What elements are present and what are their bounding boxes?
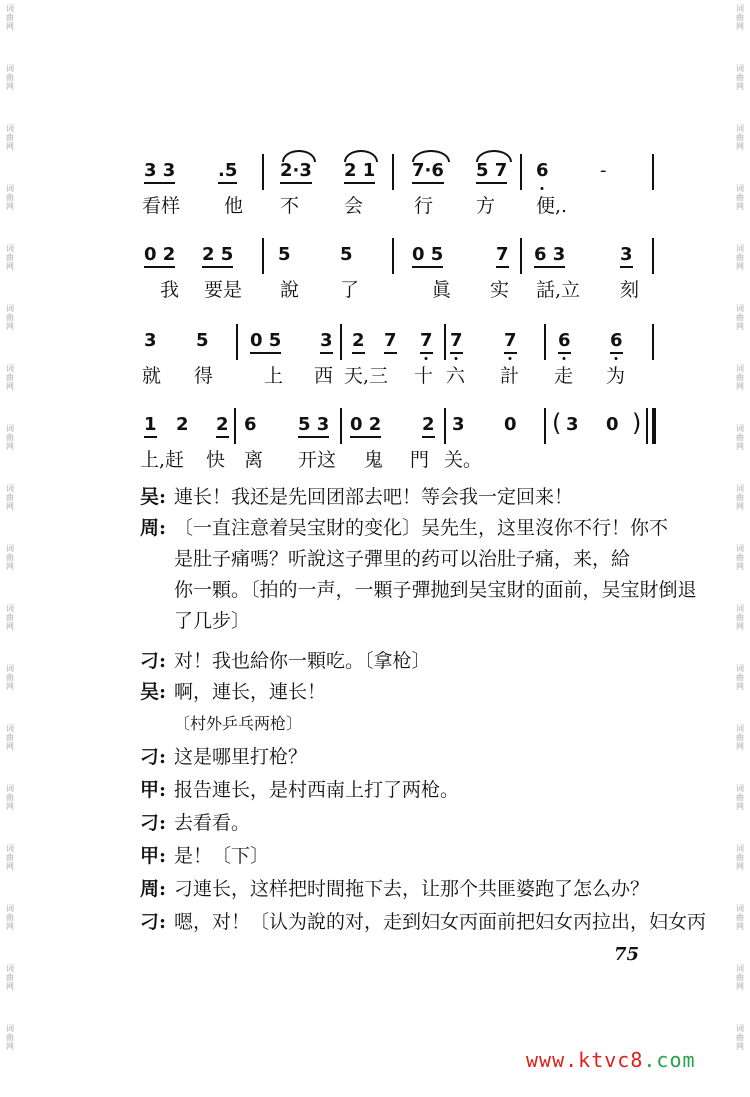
barline <box>262 238 264 274</box>
watermark-text: 词 曲 网 <box>736 1024 744 1051</box>
dialogue-text: 連长！我还是先回团部去吧！等会我一定回来！ <box>174 486 574 508</box>
note: 7 <box>496 244 509 268</box>
lyric: 关。 <box>444 449 483 471</box>
lyric: 离 <box>244 449 264 471</box>
note: 7 <box>450 330 463 354</box>
note: 3 <box>620 244 633 268</box>
barline <box>340 324 342 360</box>
lyric: 天,三 <box>344 365 389 387</box>
lyrics-row <box>140 448 660 478</box>
dialogue-line <box>140 874 649 904</box>
speaker: 甲: <box>140 779 167 801</box>
watermark-text: 词 曲 网 <box>6 424 14 451</box>
dialogue-text: 了几步〕 <box>174 610 251 632</box>
lyric: 西 <box>314 365 334 387</box>
lyric: 十 <box>414 365 434 387</box>
notes-row <box>140 409 660 444</box>
lyric: 看样 <box>142 195 181 217</box>
dialogue-text: 刁連长，这样把时間拖下去，让那个共匪婆跑了怎么办？ <box>174 878 650 900</box>
speaker: 刁: <box>140 746 167 768</box>
speaker: 吴: <box>140 681 167 703</box>
dialogue-line <box>140 513 668 543</box>
note: 0 <box>606 414 619 435</box>
score-line-3 <box>140 330 660 410</box>
lyric: 为 <box>606 365 626 387</box>
barline <box>652 324 654 360</box>
dialogue-text: 〔一直注意着吴宝財的变化〕吴先生，这里沒你不行！你不 <box>174 517 669 539</box>
watermark-column-right <box>732 0 748 1097</box>
site-suffix: .com <box>643 1048 696 1072</box>
watermark-text: 词 曲 网 <box>6 184 14 211</box>
lyric: 他 <box>224 195 244 217</box>
watermark-column-left <box>2 0 18 1097</box>
repeat-paren-close: ) <box>632 409 642 437</box>
watermark-text: 词 曲 网 <box>6 904 14 931</box>
watermark-text: 词 曲 网 <box>6 304 14 331</box>
note: .5 <box>218 160 237 184</box>
stage-direction: 〔村外乒乓两枪〕 <box>174 714 303 733</box>
dialogue-line <box>140 575 697 605</box>
watermark-text: 词 曲 网 <box>736 244 744 271</box>
final-barline <box>652 408 656 444</box>
site-name: ktvc8 <box>578 1048 644 1072</box>
watermark-text: 词 曲 网 <box>736 784 744 811</box>
dialogue-text: 是！〔下〕 <box>174 845 270 867</box>
score-line-2 <box>140 244 660 324</box>
barline <box>234 408 236 444</box>
dialogue-text: 对！我也給你一顆吃。〔拿枪〕 <box>174 650 431 672</box>
lyric: 門 <box>410 449 430 471</box>
speaker: 周: <box>140 517 167 539</box>
note: 2 5 <box>202 244 233 268</box>
note: 0 2 <box>350 414 381 438</box>
note: 6 <box>536 160 549 181</box>
page-number: 75 <box>614 944 640 965</box>
notes-row <box>140 330 660 360</box>
dialogue-text: 嗯，对！〔认为說的对，走到妇女丙面前把妇女丙拉出，妇女丙 <box>174 911 707 933</box>
dialogue-line <box>140 907 706 937</box>
note: 5 7 <box>476 160 507 184</box>
watermark-text: 词 曲 网 <box>6 1024 14 1051</box>
watermark-text: 词 曲 网 <box>736 544 744 571</box>
lyric: 快 <box>206 449 226 471</box>
barline <box>262 154 264 190</box>
lyric: 便,. <box>536 195 568 217</box>
lyric: 鬼 <box>364 449 384 471</box>
watermark-text: 词 曲 网 <box>6 124 14 151</box>
site-watermark[interactable] <box>526 1048 696 1072</box>
note: 5 3 <box>298 414 329 438</box>
dialogue-line <box>140 708 302 739</box>
lyric: 說 <box>280 279 300 301</box>
watermark-text: 词 曲 网 <box>6 484 14 511</box>
watermark-text: 词 曲 网 <box>736 304 744 331</box>
watermark-text: 词 曲 网 <box>6 664 14 691</box>
watermark-text: 词 曲 网 <box>6 364 14 391</box>
dialogue-text: 啊，連长，連长！ <box>174 681 327 703</box>
lyric: 上,赶 <box>140 449 185 471</box>
barline <box>544 408 546 444</box>
watermark-text: 词 曲 网 <box>6 964 14 991</box>
barline <box>392 154 394 190</box>
dialogue-text: 去看看。 <box>174 812 251 834</box>
barline <box>520 154 522 190</box>
speaker: 刁: <box>140 812 167 834</box>
score-line-1 <box>140 160 660 240</box>
barline <box>340 408 342 444</box>
lyric: 不 <box>280 195 300 217</box>
watermark-text: 词 曲 网 <box>736 484 744 511</box>
barline <box>520 238 522 274</box>
note: 5 <box>196 330 209 351</box>
lyric: 行 <box>414 195 434 217</box>
note: 2 1 <box>344 160 375 184</box>
lyric: 了 <box>340 279 360 301</box>
watermark-text: 词 曲 网 <box>736 844 744 871</box>
lyrics-row <box>140 278 660 308</box>
note: 1 <box>144 414 157 438</box>
repeat-paren-open: ( <box>552 409 562 437</box>
dialogue-text: 你一顆。〔拍的一声，一顆子彈抛到吴宝財的面前，吴宝財倒退 <box>174 579 697 601</box>
watermark-text: 词 曲 网 <box>6 604 14 631</box>
lyric: 开这 <box>298 449 337 471</box>
dialogue-line <box>140 606 250 636</box>
barline <box>544 324 546 360</box>
barline <box>444 324 446 360</box>
dialogue-line <box>140 775 459 805</box>
notes-row <box>140 160 660 190</box>
note: 6 3 <box>534 244 565 268</box>
dialogue-line <box>140 544 630 574</box>
lyric: 方 <box>476 195 496 217</box>
dialogue-line <box>140 841 269 871</box>
dialogue-line <box>140 482 573 512</box>
watermark-text: 词 曲 网 <box>6 544 14 571</box>
note: 5 <box>278 244 291 265</box>
speaker: 吴: <box>140 486 167 508</box>
barline <box>652 154 654 190</box>
watermark-text: 词 曲 网 <box>6 64 14 91</box>
lyrics-row <box>140 194 660 224</box>
speaker: 甲: <box>140 845 167 867</box>
barline <box>444 408 446 444</box>
lyric: 会 <box>344 195 364 217</box>
watermark-text: 词 曲 网 <box>736 184 744 211</box>
watermark-text: 词 曲 网 <box>736 724 744 751</box>
speaker: 周: <box>140 878 167 900</box>
note: 3 <box>144 330 157 351</box>
watermark-text: 词 曲 网 <box>736 64 744 91</box>
lyrics-row <box>140 364 660 394</box>
dialogue-line <box>140 808 250 838</box>
notes-row <box>140 244 660 274</box>
watermark-text: 词 曲 网 <box>736 664 744 691</box>
dialogue-text: 是肚子痛嗎？听說这子彈里的药可以治肚子痛，来，給 <box>174 548 631 570</box>
note: 3 <box>452 414 465 435</box>
lyric: 上 <box>264 365 284 387</box>
dialogue-line <box>140 677 326 707</box>
site-prefix: www. <box>526 1048 579 1072</box>
lyric: 話,立 <box>536 279 581 301</box>
note: 2 <box>422 414 435 438</box>
watermark-text: 词 曲 网 <box>6 244 14 271</box>
barline <box>392 238 394 274</box>
note: 2 <box>352 330 365 354</box>
lyric: 刻 <box>620 279 640 301</box>
watermark-text: 词 曲 网 <box>736 904 744 931</box>
note: 6 <box>558 330 571 354</box>
note: 3 3 <box>144 160 175 184</box>
note: 2·3 <box>280 160 312 184</box>
lyric: 六 <box>446 365 466 387</box>
watermark-text: 词 曲 网 <box>736 364 744 391</box>
lyric: 实 <box>490 279 510 301</box>
note: - <box>600 160 607 181</box>
note: 5 <box>340 244 353 265</box>
dialogue-line <box>140 742 307 772</box>
note: 0 5 <box>250 330 281 354</box>
watermark-text: 词 曲 网 <box>6 4 14 31</box>
note: 0 2 <box>144 244 175 268</box>
watermark-text: 词 曲 网 <box>6 844 14 871</box>
note: 6 <box>244 414 257 435</box>
note: 0 <box>504 414 517 435</box>
watermark-text: 词 曲 网 <box>736 4 744 31</box>
note: 2 <box>216 414 229 438</box>
dialogue-text: 报告連长，是村西南上打了两枪。 <box>174 779 460 801</box>
lyric: 要是 <box>204 279 243 301</box>
lyric: 走 <box>554 365 574 387</box>
watermark-text: 词 曲 网 <box>736 964 744 991</box>
note: 6 <box>610 330 623 354</box>
barline <box>652 238 654 274</box>
watermark-text: 词 曲 网 <box>6 724 14 751</box>
lyric: 眞 <box>432 279 452 301</box>
lyric: 就 <box>142 365 162 387</box>
note: 7 <box>384 330 397 354</box>
barline <box>646 408 648 444</box>
watermark-text: 词 曲 网 <box>6 784 14 811</box>
barline <box>236 324 238 360</box>
speaker: 刁: <box>140 911 167 933</box>
note: 7·6 <box>412 160 444 184</box>
watermark-text: 词 曲 网 <box>736 424 744 451</box>
dialogue-text: 这是哪里打枪？ <box>174 746 308 768</box>
note: 3 <box>566 414 579 435</box>
note: 0 5 <box>412 244 443 268</box>
lyric: 計 <box>500 365 520 387</box>
speaker: 刁: <box>140 650 167 672</box>
watermark-text: 词 曲 网 <box>736 124 744 151</box>
note: 7 <box>504 330 517 354</box>
note: 7 <box>420 330 433 354</box>
note: 3 <box>320 330 333 354</box>
watermark-text: 词 曲 网 <box>736 604 744 631</box>
note: 2 <box>176 414 189 435</box>
lyric: 得 <box>194 365 214 387</box>
dialogue-line <box>140 646 431 676</box>
lyric: 我 <box>160 279 180 301</box>
